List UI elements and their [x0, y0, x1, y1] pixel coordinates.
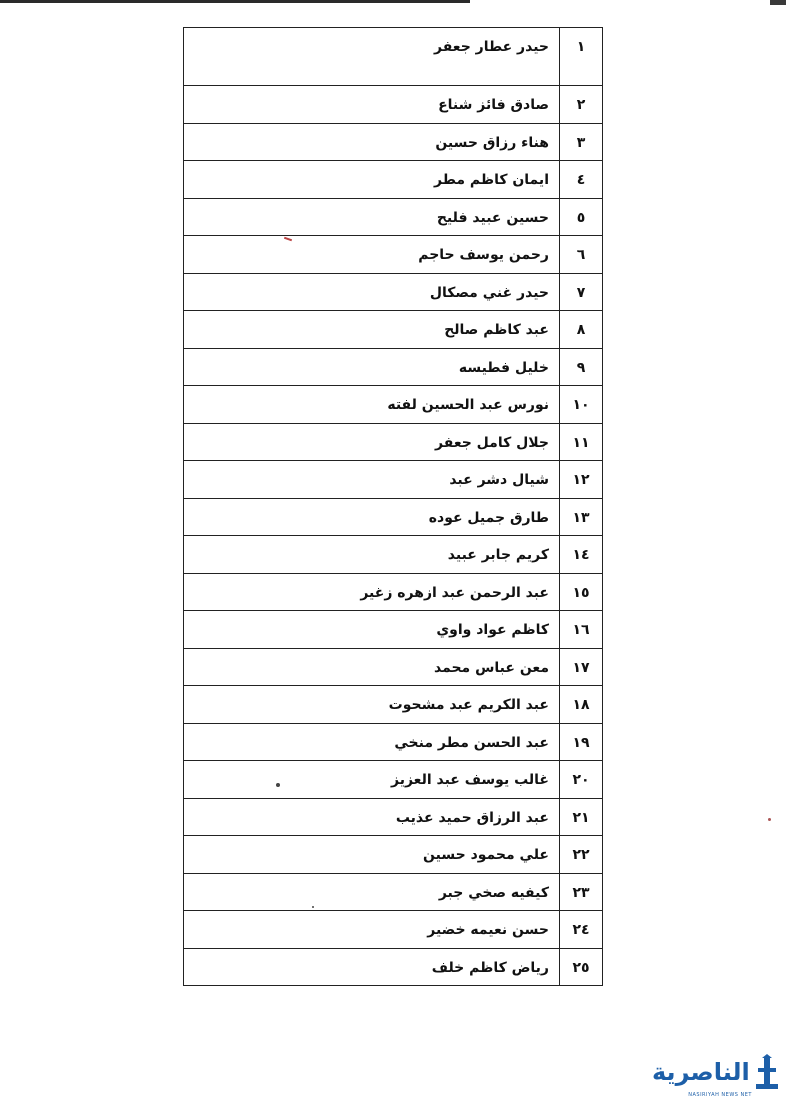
- row-name-text: جلال كامل جعفر: [435, 434, 549, 451]
- row-name-text: كيفيه صخي جبر: [438, 884, 549, 901]
- row-number: [560, 836, 603, 874]
- row-number-text: ٧: [576, 284, 586, 301]
- row-name-text: عبد الحسن مطر منخي: [394, 734, 549, 751]
- row-name-text: كريم جابر عبيد: [447, 547, 549, 563]
- row-number: [560, 311, 603, 349]
- row-name-text: خليل فطيسه: [458, 359, 549, 376]
- table-row: [184, 311, 603, 349]
- row-number-text: ١: [576, 39, 586, 55]
- row-name-text: عبد الرزاق حميد عذيب: [395, 809, 549, 826]
- row-name: [184, 123, 560, 161]
- row-name: [184, 686, 560, 724]
- minaret-emblem-icon: [754, 1054, 780, 1090]
- row-name-text: شيال دشر عبد: [449, 472, 549, 488]
- row-number-text: ٢: [576, 97, 586, 113]
- table-row: [184, 498, 603, 536]
- table-row: [184, 836, 603, 874]
- row-number: [560, 28, 603, 86]
- row-number-text: ١٤: [572, 547, 590, 563]
- row-name-text: حسن نعيمه خضير: [427, 922, 549, 938]
- row-number-text: ٢٠: [572, 772, 590, 788]
- watermark-subtitle: NASIRIYAH NEWS NET: [688, 1092, 752, 1098]
- row-number-text: ١٨: [572, 697, 590, 713]
- row-name-text: هناء رزاق حسين: [435, 134, 549, 151]
- speck: [312, 906, 314, 908]
- row-number: [560, 948, 603, 986]
- table-row: [184, 161, 603, 199]
- row-number: [560, 461, 603, 499]
- names-table: [183, 27, 603, 986]
- row-name-text: علي محمود حسين: [423, 847, 549, 863]
- table-row: [184, 723, 603, 761]
- row-name: [184, 236, 560, 274]
- table-row: [184, 761, 603, 799]
- top-edge-line: [0, 0, 470, 3]
- row-number-text: ١٢: [572, 472, 590, 488]
- table-row: [184, 798, 603, 836]
- row-name: [184, 198, 560, 236]
- table-row: [184, 386, 603, 424]
- table-row: [184, 198, 603, 236]
- row-name: [184, 761, 560, 799]
- row-name: [184, 461, 560, 499]
- row-name: [184, 86, 560, 124]
- row-name: [184, 611, 560, 649]
- table-row: [184, 873, 603, 911]
- row-number-text: ١٥: [572, 584, 590, 601]
- row-number-text: ٣: [576, 134, 586, 151]
- row-name-text: صادق فائز شناع: [438, 97, 549, 113]
- row-number: [560, 573, 603, 611]
- row-number: [560, 123, 603, 161]
- table-row: [184, 86, 603, 124]
- table-row: [184, 423, 603, 461]
- row-number-text: ١٣: [572, 509, 590, 526]
- row-name: [184, 28, 560, 86]
- table-row: [184, 536, 603, 574]
- row-number: [560, 198, 603, 236]
- row-number: [560, 611, 603, 649]
- row-name: [184, 911, 560, 949]
- row-number: [560, 86, 603, 124]
- row-number: [560, 648, 603, 686]
- top-edge-mark: [770, 0, 786, 5]
- row-number-text: ٢١: [572, 809, 590, 826]
- row-number: [560, 386, 603, 424]
- table-row: [184, 236, 603, 274]
- row-name-text: عبد كاظم صالح: [444, 322, 549, 338]
- row-number: [560, 161, 603, 199]
- row-number: [560, 873, 603, 911]
- table-row: [184, 686, 603, 724]
- row-number: [560, 273, 603, 311]
- row-name-text: كاظم عواد واوي: [436, 622, 549, 638]
- row-number: [560, 498, 603, 536]
- row-number-text: ١٧: [572, 659, 590, 676]
- row-number: [560, 761, 603, 799]
- table-row: [184, 573, 603, 611]
- row-name: [184, 723, 560, 761]
- row-name-text: رياض كاظم خلف: [431, 959, 549, 976]
- table-row: [184, 648, 603, 686]
- row-number: [560, 536, 603, 574]
- row-number-text: ٢٢: [572, 847, 590, 863]
- row-number-text: ٦: [576, 247, 586, 263]
- table-row: [184, 28, 603, 86]
- row-number-text: ١٩: [572, 734, 590, 751]
- row-number-text: ٥: [576, 209, 586, 226]
- row-name: [184, 536, 560, 574]
- row-name: [184, 311, 560, 349]
- row-number: [560, 723, 603, 761]
- row-number-text: ١١: [572, 434, 590, 451]
- row-name: [184, 836, 560, 874]
- row-name: [184, 798, 560, 836]
- table-row: [184, 123, 603, 161]
- row-name-text: ايمان كاظم مطر: [434, 172, 549, 188]
- row-name: [184, 273, 560, 311]
- row-name-text: حيدر غني مصكال: [429, 284, 549, 301]
- table-row: [184, 273, 603, 311]
- row-name: [184, 498, 560, 536]
- row-name: [184, 873, 560, 911]
- row-name-text: عبد الرحمن عبد ازهره زغير: [360, 584, 549, 601]
- table-row: [184, 348, 603, 386]
- row-name: [184, 161, 560, 199]
- row-number: [560, 236, 603, 274]
- row-name-text: عبد الكريم عبد مشحوت: [388, 697, 549, 713]
- row-number-text: ٢٣: [572, 884, 590, 901]
- row-number-text: ٩: [576, 359, 586, 376]
- table-row: [184, 911, 603, 949]
- row-number-text: ٢٤: [572, 922, 590, 938]
- row-name-text: طارق جميل عوده: [428, 509, 549, 526]
- row-name: [184, 348, 560, 386]
- row-number: [560, 348, 603, 386]
- row-number: [560, 798, 603, 836]
- row-name: [184, 648, 560, 686]
- table-row: [184, 611, 603, 649]
- row-number-text: ٢٥: [572, 959, 590, 976]
- row-name: [184, 573, 560, 611]
- row-name-text: حيدر عطار جعفر: [434, 39, 549, 55]
- row-name-text: حسين عبيد فليح: [436, 209, 549, 226]
- table-row: [184, 461, 603, 499]
- row-number-text: ١٦: [572, 622, 590, 638]
- row-number-text: ١٠: [572, 397, 590, 413]
- row-name-text: معن عباس محمد: [433, 659, 549, 676]
- speck: [768, 818, 771, 821]
- table-row: [184, 948, 603, 986]
- watermark-text: الناصرية: [652, 1058, 750, 1086]
- row-number: [560, 686, 603, 724]
- watermark-logo: [652, 1048, 782, 1096]
- row-name-text: رحمن يوسف حاجم: [418, 247, 549, 263]
- speck: [276, 783, 280, 787]
- row-name: [184, 423, 560, 461]
- row-number-text: ٤: [576, 172, 586, 188]
- row-name: [184, 948, 560, 986]
- row-name-text: نورس عبد الحسين لفته: [387, 397, 549, 413]
- row-number: [560, 423, 603, 461]
- row-name: [184, 386, 560, 424]
- row-number-text: ٨: [576, 322, 586, 338]
- row-number: [560, 911, 603, 949]
- row-name-text: غالب يوسف عبد العزيز: [391, 772, 549, 788]
